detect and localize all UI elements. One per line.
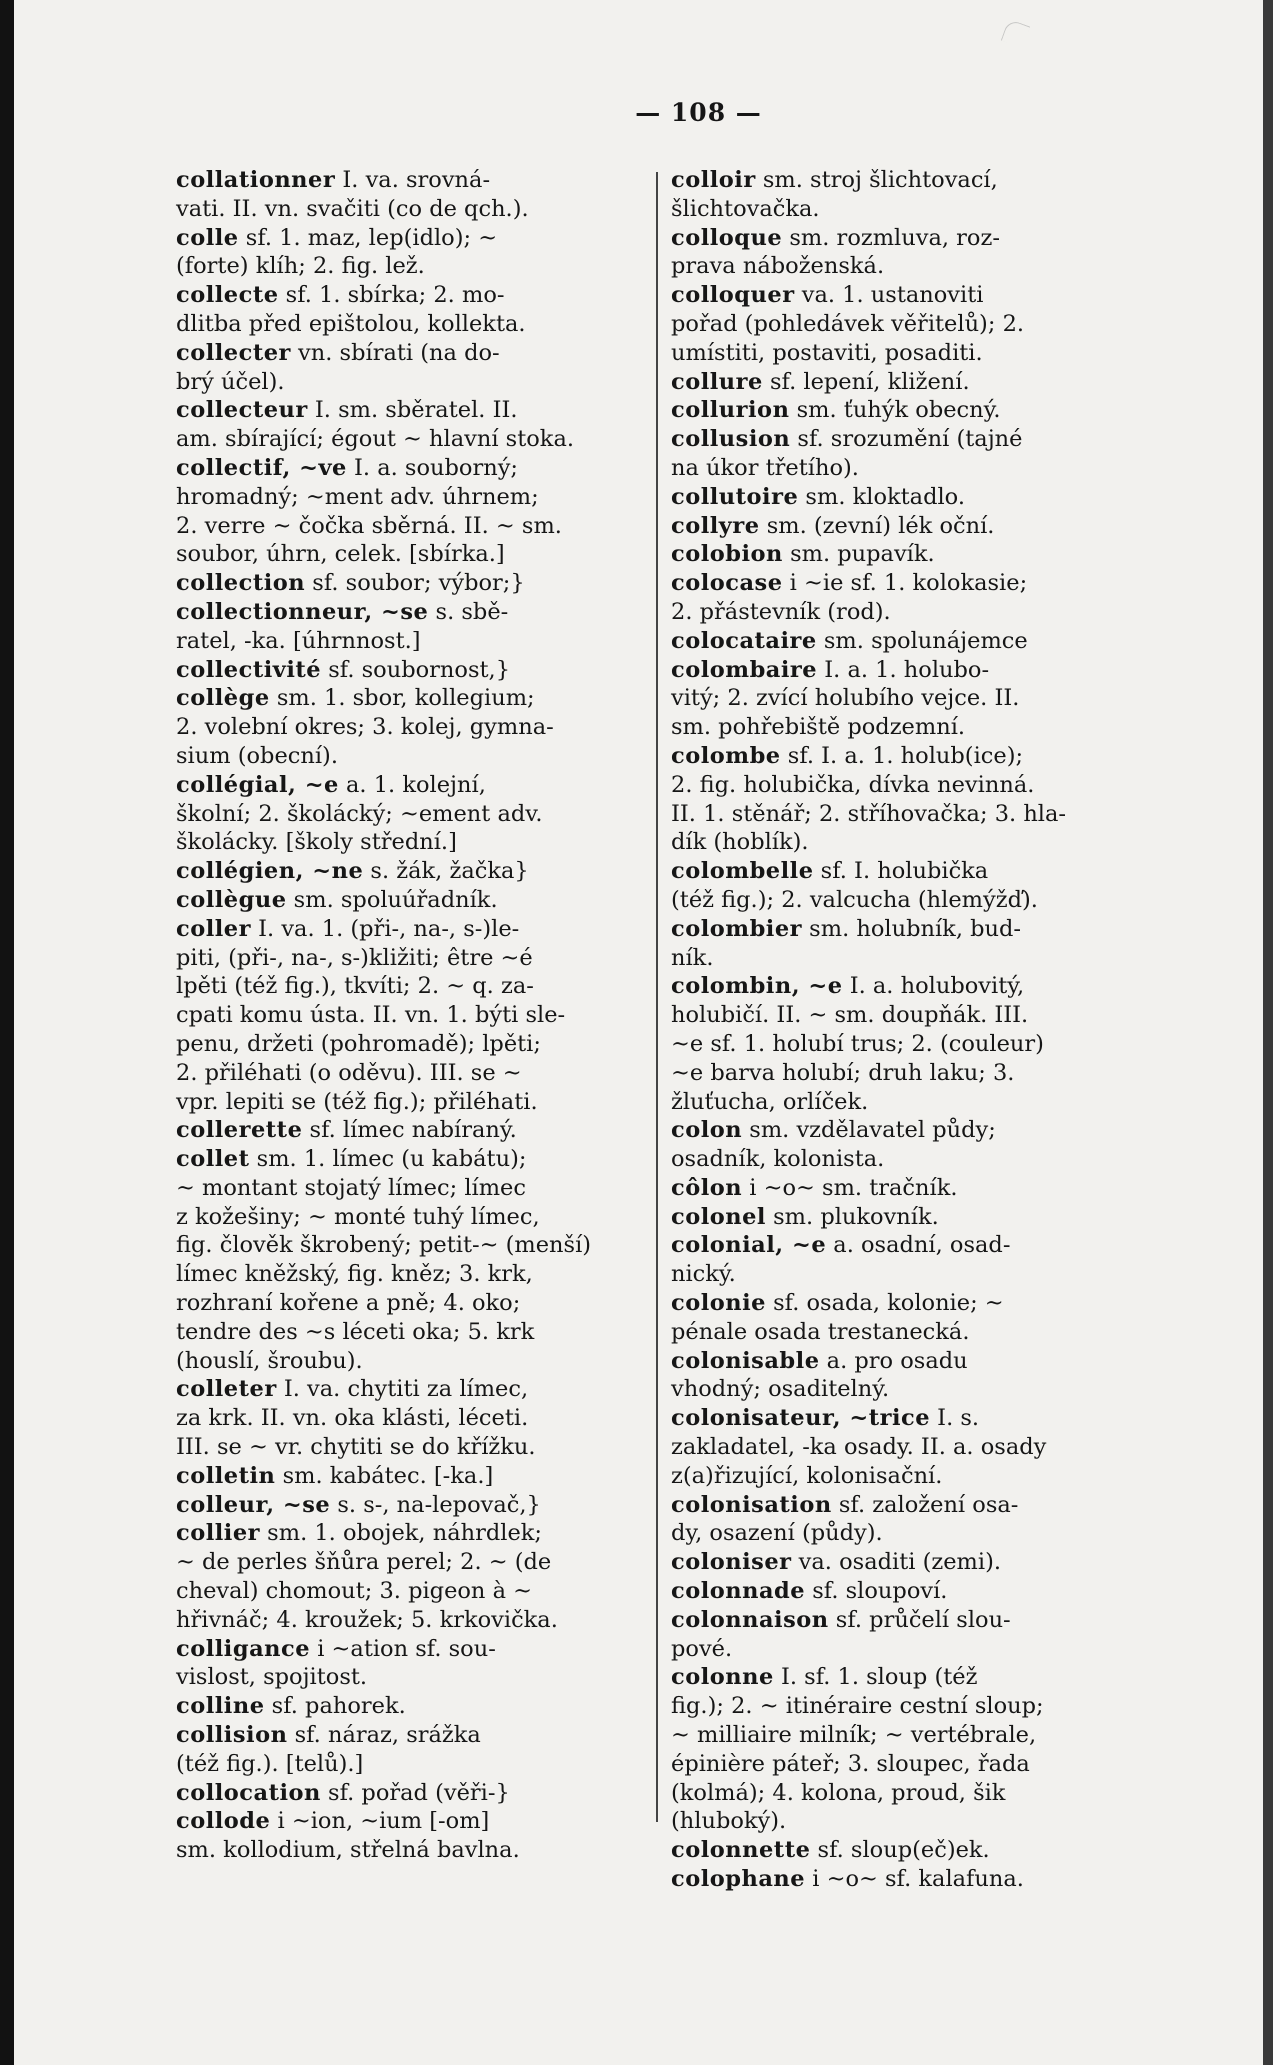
entry-line: sm. pohřebiště podzemní.	[671, 714, 966, 741]
entry-line: colombelle sf. I. holubička	[671, 858, 989, 885]
entry-line: dík (hoblík).	[671, 829, 809, 856]
entry-line: z(a)řizující, kolonisační.	[671, 1462, 943, 1489]
entry-line: colle sf. 1. maz, lep(idlo); ~	[176, 224, 498, 251]
entry-line: ~ montant stojatý límec; límec	[176, 1174, 526, 1201]
entry-line: hromadný; ~ment adv. úhrnem;	[176, 483, 539, 510]
entry-line: osadník, kolonista.	[671, 1146, 885, 1173]
entry-line: lpěti (též fig.), tkvíti; 2. ~ q. za-	[176, 973, 534, 1000]
entry-line: vati. II. vn. svačiti (co de qch.).	[176, 195, 529, 222]
entry-line: colonie sf. osada, kolonie; ~	[671, 1290, 1004, 1317]
entry-line: cheval) chomout; 3. pigeon à ~	[176, 1578, 532, 1605]
entry-line: collégial, ~e a. 1. kolejní,	[176, 771, 486, 798]
entry-line: rozhraní kořene a pně; 4. oko;	[176, 1290, 521, 1317]
entry-line: fig.); 2. ~ itinéraire cestní sloup;	[671, 1693, 1044, 1720]
entry-line: umístiti, postaviti, posaditi.	[671, 339, 983, 366]
scan-edge-right	[1263, 0, 1273, 2065]
column-divider	[656, 172, 658, 1822]
entry-line: collet sm. 1. límec (u kabátu);	[176, 1146, 527, 1173]
entry-line: na úkor třetího).	[671, 454, 859, 481]
entry-line: ~ milliaire milník; ~ vertébrale,	[671, 1722, 1037, 1749]
entry-line: colleur, ~se s. s-, na-lepovač,}	[176, 1491, 541, 1518]
entry-line: vpr. lepiti se (též fig.); přiléhati.	[176, 1088, 538, 1115]
entry-line: sm. kollodium, střelná bavlna.	[176, 1837, 520, 1864]
entry-line: am. sbírající; égout ~ hlavní stoka.	[176, 426, 575, 453]
entry-line: holubičí. II. ~ sm. doupňák. III.	[671, 1002, 1029, 1029]
entry-line: vitý; 2. zvící holubího vejce. II.	[671, 685, 1020, 712]
entry-line: colophane i ~o~ sf. kalafuna.	[671, 1866, 1024, 1893]
entry-line: colletin sm. kabátec. [-ka.]	[176, 1462, 494, 1489]
entry-line: ník.	[671, 944, 714, 971]
entry-line: colobion sm. pupavík.	[671, 541, 935, 568]
entry-line: collutoire sm. kloktadlo.	[671, 483, 965, 510]
entry-line: soubor, úhrn, celek. [sbírka.]	[176, 541, 505, 568]
entry-line: II. 1. stěnář; 2. stříhovačka; 3. hla-	[671, 800, 1067, 827]
entry-line: collure sf. lepení, kližení.	[671, 368, 970, 395]
entry-line: collecter vn. sbírati (na do-	[176, 339, 500, 366]
entry-line: zakladatel, -ka osady. II. a. osady	[671, 1434, 1047, 1461]
entry-line: 2. verre ~ čočka sběrná. II. ~ sm.	[176, 512, 562, 539]
entry-line: colombin, ~e I. a. holubovitý,	[671, 973, 1025, 1000]
entry-line: piti, (při-, na-, s-)kližiti; être ~é	[176, 944, 533, 971]
entry-line: épinière páteř; 3. sloupec, řada	[671, 1750, 1030, 1777]
entry-line: hřivnáč; 4. kroužek; 5. krkovička.	[176, 1606, 558, 1633]
entry-line: collecteur I. sm. sběratel. II.	[176, 397, 518, 424]
entry-line: colloque sm. rozmluva, roz-	[671, 224, 1000, 251]
entry-line: collégien, ~ne s. žák, žačka}	[176, 858, 529, 885]
entry-line: sium (obecní).	[176, 742, 338, 769]
entry-line: collision sf. náraz, srážka	[176, 1722, 481, 1749]
entry-line: (forte) klíh; 2. fig. lež.	[176, 253, 425, 280]
entry-line: colloir sm. stroj šlichtovací,	[671, 167, 998, 193]
entry-line: collègue sm. spoluúřadník.	[176, 886, 498, 913]
entry-line: ~ de perles šňůra perel; 2. ~ (de	[176, 1549, 552, 1576]
entry-line: colocase i ~ie sf. 1. kolokasie;	[671, 570, 1028, 597]
entry-line: coller I. va. 1. (při-, na-, s-)le-	[176, 915, 520, 942]
entry-line: collectionneur, ~se s. sbě-	[176, 598, 509, 625]
entry-line: penu, držeti (pohromadě); lpěti;	[176, 1030, 541, 1057]
entry-line: vhodný; osaditelný.	[671, 1376, 890, 1403]
entry-line: (též fig.). [telů).]	[176, 1750, 364, 1777]
entry-line: colombaire I. a. 1. holubo-	[671, 656, 990, 683]
entry-line: brý účel).	[176, 368, 285, 395]
entry-line: collection sf. soubor; výbor;}	[176, 570, 525, 597]
entry-line: šlichtovačka.	[671, 195, 820, 222]
page-number: — 108 —	[635, 98, 762, 127]
entry-line: límec kněžský, fig. kněz; 3. krk,	[176, 1261, 533, 1288]
entry-line: (kolmá); 4. kolona, proud, šik	[671, 1779, 1006, 1806]
left-column	[176, 166, 644, 1865]
entry-line: colloquer va. 1. ustanoviti	[671, 282, 984, 309]
entry-line: colombe sf. I. a. 1. holub(ice);	[671, 742, 1024, 769]
entry-line: dlitba před epištolou, kollekta.	[176, 310, 526, 337]
entry-line: collectif, ~ve I. a. souborný;	[176, 454, 518, 481]
entry-line: colligance i ~ation sf. sou-	[176, 1635, 496, 1662]
entry-line: žluťucha, orlíček.	[671, 1088, 869, 1115]
entry-line: colombier sm. holubník, bud-	[671, 915, 1022, 942]
entry-line: pořad (pohledávek věřitelů); 2.	[671, 310, 1025, 337]
entry-line: ~e barva holubí; druh laku; 3.	[671, 1059, 1015, 1086]
entry-line: colline sf. pahorek.	[176, 1693, 406, 1720]
entry-line: vislost, spojitost.	[176, 1664, 368, 1691]
entry-line: colonisation sf. založení osa-	[671, 1491, 1019, 1518]
entry-line: (houslí, šroubu).	[176, 1347, 363, 1374]
entry-line: colon sm. vzdělavatel půdy;	[671, 1117, 996, 1144]
entry-line: collège sm. 1. sbor, kollegium;	[176, 685, 535, 712]
entry-line: školní; 2. školácký; ~ement adv.	[176, 800, 543, 827]
entry-line: dy, osazení (půdy).	[671, 1520, 883, 1547]
entry-line: tendre des ~s léceti oka; 5. krk	[176, 1318, 535, 1345]
pencil-mark	[1001, 19, 1030, 48]
entry-line: 2. přástevník (rod).	[671, 598, 891, 625]
entry-line: coloniser va. osaditi (zemi).	[671, 1549, 1002, 1576]
entry-line: colonisable a. pro osadu	[671, 1347, 968, 1374]
dictionary-page	[14, 0, 1263, 2065]
entry-line: za krk. II. vn. oka klásti, léceti.	[176, 1405, 529, 1432]
entry-line: fig. člověk škrobený; petit-~ (menší)	[176, 1232, 592, 1259]
entry-line: collectivité sf. soubornost,}	[176, 656, 511, 683]
entry-line: collode i ~ion, ~ium [-om]	[176, 1808, 490, 1835]
entry-line: collurion sm. ťuhýk obecný.	[671, 397, 1001, 424]
right-column	[671, 166, 1171, 1894]
entry-line: collationner I. va. srovná-	[176, 167, 491, 193]
entry-line: pénale osada trestanecká.	[671, 1318, 970, 1345]
entry-line: collier sm. 1. obojek, náhrdlek;	[176, 1520, 542, 1547]
entry-line: colonnette sf. sloup(eč)ek.	[671, 1837, 990, 1864]
entry-line: 2. přiléhati (o oděvu). III. se ~	[176, 1059, 522, 1086]
entry-line: ~e sf. 1. holubí trus; 2. (couleur)	[671, 1030, 1044, 1057]
entry-line: collusion sf. srozumění (tajné	[671, 426, 1023, 453]
entry-line: colonel sm. plukovník.	[671, 1203, 939, 1230]
entry-line: ratel, -ka. [úhrnnost.]	[176, 627, 421, 654]
entry-line: 2. volební okres; 3. kolej, gymna-	[176, 714, 554, 741]
entry-line: pové.	[671, 1635, 733, 1662]
entry-line: prava náboženská.	[671, 253, 885, 280]
entry-line: školácky. [školy střední.]	[176, 829, 457, 856]
entry-line: z kožešiny; ~ monté tuhý límec,	[176, 1203, 540, 1230]
entry-line: colonnade sf. sloupoví.	[671, 1578, 948, 1605]
entry-line: collecte sf. 1. sbírka; 2. mo-	[176, 282, 505, 309]
entry-line: 2. fig. holubička, dívka nevinná.	[671, 771, 1035, 798]
entry-line: colonisateur, ~trice I. s.	[671, 1405, 980, 1432]
entry-line: cpati komu ústa. II. vn. 1. býti sle-	[176, 1002, 566, 1029]
entry-line: colocataire sm. spolunájemce	[671, 627, 1028, 654]
entry-line: colleter I. va. chytiti za límec,	[176, 1376, 529, 1403]
entry-line: collerette sf. límec nabíraný.	[176, 1117, 517, 1144]
entry-line: (též fig.); 2. valcucha (hlemýžď).	[671, 886, 1038, 913]
entry-line: colonnaison sf. průčelí slou-	[671, 1606, 1011, 1633]
entry-line: côlon i ~o~ sm. tračník.	[671, 1174, 958, 1201]
entry-line: III. se ~ vr. chytiti se do křížku.	[176, 1434, 536, 1461]
entry-line: collocation sf. pořad (věři-}	[176, 1779, 510, 1806]
entry-line: colonial, ~e a. osadní, osad-	[671, 1232, 1011, 1259]
entry-line: (hluboký).	[671, 1808, 787, 1835]
scan-edge-left	[0, 0, 14, 2065]
entry-line: nický.	[671, 1261, 736, 1288]
entry-line: colonne I. sf. 1. sloup (též	[671, 1664, 978, 1691]
entry-line: collyre sm. (zevní) lék oční.	[671, 512, 995, 539]
